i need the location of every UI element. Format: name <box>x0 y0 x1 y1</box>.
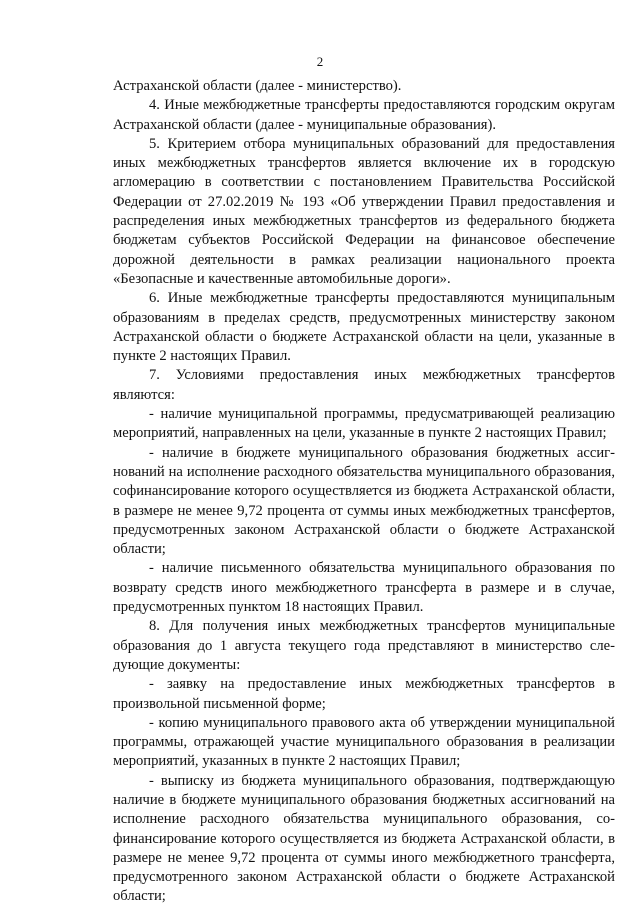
list-item: - копию муниципального правового акта об утверждении муниципальной программы, отражающей участие муниципального образования в реализации мероприятий, указанных в пункте 2 настоящих Правил; <box>113 714 615 770</box>
paragraph: 8. Для получения иных межбюджетных трансфертов муниципальные образования до 1 августа текущего года представляют в министерство следующие документы: <box>113 618 615 673</box>
list-item: - наличие письменного обязательства муниципального образования по возврату средств иного межбюджетного трансферта в размере и в случае, предусмотренных пунктом 18 настоящих Правил. <box>113 560 615 616</box>
page-number: 2 <box>316 54 324 69</box>
paragraph: 6. Иные межбюджетные трансферты предоставляются муниципальным образованиям в пределах средств, предусмотренных министерству законом Астраханской области о бюджете Астраханской области на цели, указанные в пункте 2 настоящих Правил. <box>113 290 615 365</box>
list-item: - выписку из бюджета муниципального образования, подтверждающую наличие в бюджете муниципального образования бюджетных ассигнований на исполнение расходного обязательства муниципального образования, софинансирование которого осуществляется из бюджета Астраханской области, в размере не менее 9,72 процента от суммы иного межбюджетного трансферта, предусмотренного законом Астраханской области о бюджете Астраханской области; <box>113 772 615 905</box>
paragraph: Астраханской области (далее - министерство). <box>113 78 402 94</box>
list-item: - наличие муниципальной программы, предусматривающей реализацию мероприятий, направленных на цели, указанные в пункте 2 настоящих Правил; <box>113 406 615 442</box>
list-item: - заявку на предоставление иных межбюджетных трансфертов в произвольной письменной форме; <box>113 676 615 712</box>
paragraph: 7. Условиями предоставления иных межбюджетных трансфертов являются: <box>113 367 615 403</box>
paragraph: 5. Критерием отбора муниципальных образований для предоставления иных межбюджетных трансфертов является включение их в городскую агломерацию в соответствии с постановлением Правительства Российской Федерации от 27.02.2019 № 193 «Об утверждении Правил предоставления и распределения иных межбюджетных трансфертов из федерального бюджета бюджетам субъектов Российской Федерации на финансовое обеспечение дорожной деятельности в рамках реализации национального проекта «Безопасные и качественные автомобильные дороги». <box>113 135 615 287</box>
document-body <box>113 77 615 907</box>
paragraph: 4. Иные межбюджетные трансферты предоставляются городским округам Астраханской области (далее - муниципальные образования). <box>113 97 615 133</box>
list-item: - наличие в бюджете муниципального образования бюджетных ассигнований на исполнение расходного обязательства муниципального образования, софинансирование которого осуществляется из бюджета Астраханской области, в размере не менее 9,72 процента от суммы иных межбюджетных трансфертов, предусмотренных законом Астраханской области о бюджете Астраханской области; <box>113 444 615 558</box>
